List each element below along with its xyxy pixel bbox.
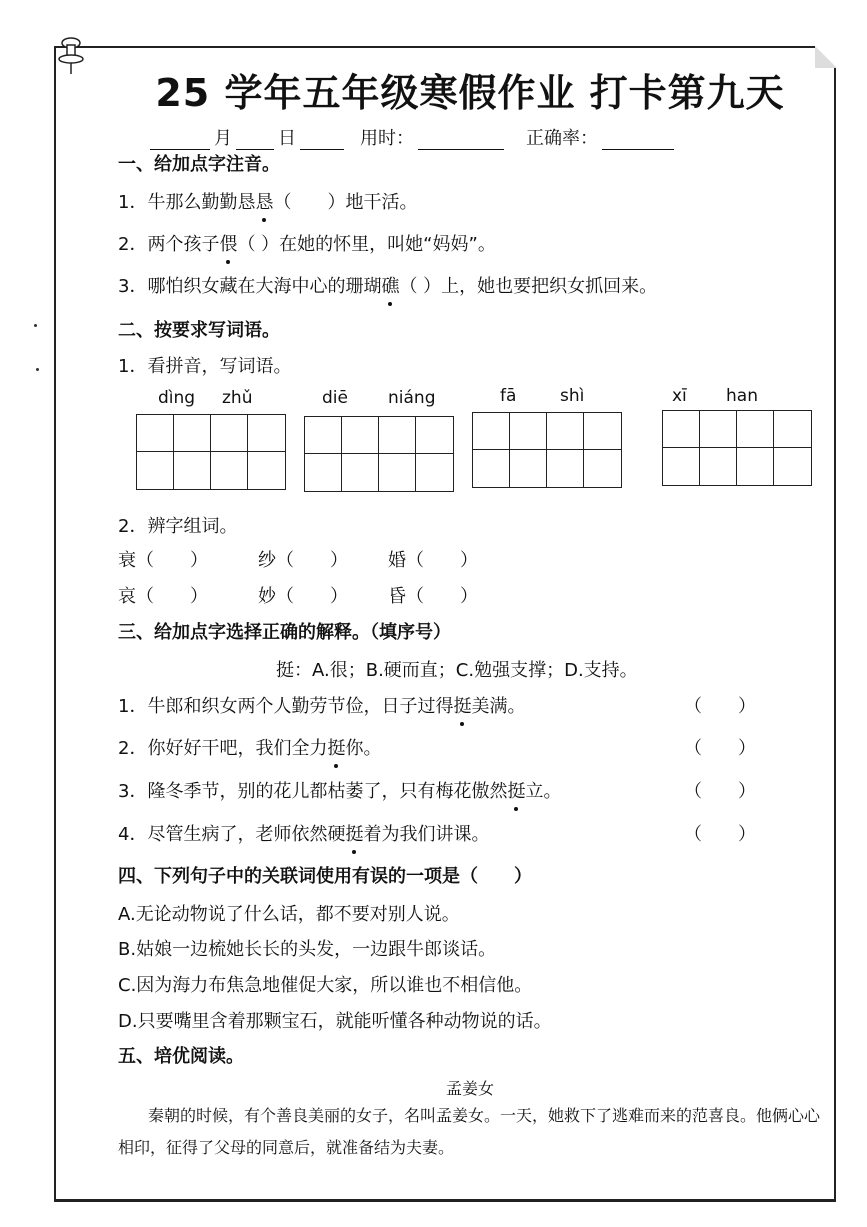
writing-grid-1[interactable] (136, 414, 286, 490)
section5-title: 五、培优阅读。 (118, 1046, 244, 1067)
dotted-char: 挺 (453, 692, 471, 718)
section2-title: 二、按要求写词语。 (118, 320, 280, 341)
info-line (146, 124, 678, 150)
s4-option-c: C.因为海力布焦急地催促大家，所以谁也不相信他。 (118, 975, 533, 996)
s2-sub2: 2．辨字组词。 (118, 516, 238, 537)
time-label: 用时： (360, 128, 414, 149)
pinyin-1a: dìng (158, 388, 196, 408)
scan-speck (34, 324, 37, 327)
section1-title: 一、给加点字注音。 (118, 154, 280, 175)
answer-paren-3[interactable]: （ ） (684, 781, 756, 802)
pinyin-3a: fā (500, 386, 517, 406)
story-text: 秦朝的时候，有个善良美丽的女子，名叫孟姜女。一天，她救下了逃难而来的范喜良。他俩心心相印，征得了父母的同意后，就准备结为夫妻。 (118, 1106, 821, 1157)
dotted-char: 挺 (327, 734, 345, 760)
page-title: 25 学年五年级寒假作业 打卡第九天 (155, 71, 785, 115)
s3-item-1: 1．牛郎和织女两个人勤劳节俭，日子过得挺美满。 (118, 692, 525, 718)
s4-option-d: D.只要嘴里含着那颗宝石，就能听懂各种动物说的话。 (118, 1011, 552, 1032)
pinyin-2a: diē (322, 388, 348, 408)
dotted-char: 挺 (507, 777, 525, 803)
answer-paren-1[interactable]: （ ） (684, 696, 756, 717)
answer-paren-2[interactable]: （ ） (684, 738, 756, 759)
pushpin-icon (56, 36, 86, 76)
dotted-char: 恳 (255, 188, 273, 214)
writing-grid-4[interactable] (662, 410, 812, 486)
accuracy-label: 正确率： (526, 128, 598, 149)
s1-item-1: 1．牛那么勤勤恳恳（ ）地干活。 (118, 188, 417, 214)
pinyin-4a: xī (672, 386, 687, 406)
section3-title: 三、给加点字选择正确的解释。（填序号） (118, 622, 451, 643)
s1-item-2: 2．两个孩子偎（ ）在她的怀里，叫她“妈妈”。 (118, 230, 496, 256)
s1-item-3: 3．哪怕织女藏在大海中心的珊瑚礁（ ）上，她也要把织女抓回来。 (118, 272, 657, 298)
s2-sub1: 1．看拼音，写词语。 (118, 356, 292, 377)
writing-grid-2[interactable] (304, 416, 454, 492)
story-title: 孟姜女 (446, 1079, 495, 1098)
s3-item-4: 4．尽管生病了，老师依然硬挺着为我们讲课。 (118, 820, 489, 846)
dotted-char: 挺 (345, 820, 363, 846)
pinyin-2b: niáng (388, 388, 436, 408)
writing-grid-3[interactable] (472, 412, 622, 488)
scan-speck (36, 368, 39, 371)
day-after-blank[interactable] (300, 130, 344, 150)
pinyin-4b: han (726, 386, 758, 406)
s4-option-b: B.姑娘一边梳她长长的头发，一边跟牛郎谈话。 (118, 939, 497, 960)
day-blank[interactable] (236, 130, 274, 150)
s3-item-3: 3．隆冬季节，别的花儿都枯萎了，只有梅花傲然挺立。 (118, 777, 561, 803)
pinyin-3b: shì (560, 386, 585, 406)
section4-title: 四、下列句子中的关联词使用有误的一项是（ ） (118, 866, 532, 887)
month-label: 月 (214, 128, 232, 149)
pinyin-1b: zhǔ (222, 388, 253, 408)
s4-option-a: A.无论动物说了什么话，都不要对别人说。 (118, 904, 460, 925)
answer-paren-4[interactable]: （ ） (684, 824, 756, 845)
time-blank[interactable] (418, 130, 504, 150)
month-blank[interactable] (150, 130, 210, 150)
s3-options: 挺：A.很；B.硬而直；C.勉强支撑；D.支持。 (276, 660, 638, 681)
dotted-char: 礁 (381, 272, 399, 298)
dotted-char: 偎 (219, 230, 237, 256)
day-label: 日 (278, 128, 296, 149)
accuracy-blank[interactable] (602, 130, 674, 150)
s3-item-2: 2．你好好干吧，我们全力挺你。 (118, 734, 381, 760)
